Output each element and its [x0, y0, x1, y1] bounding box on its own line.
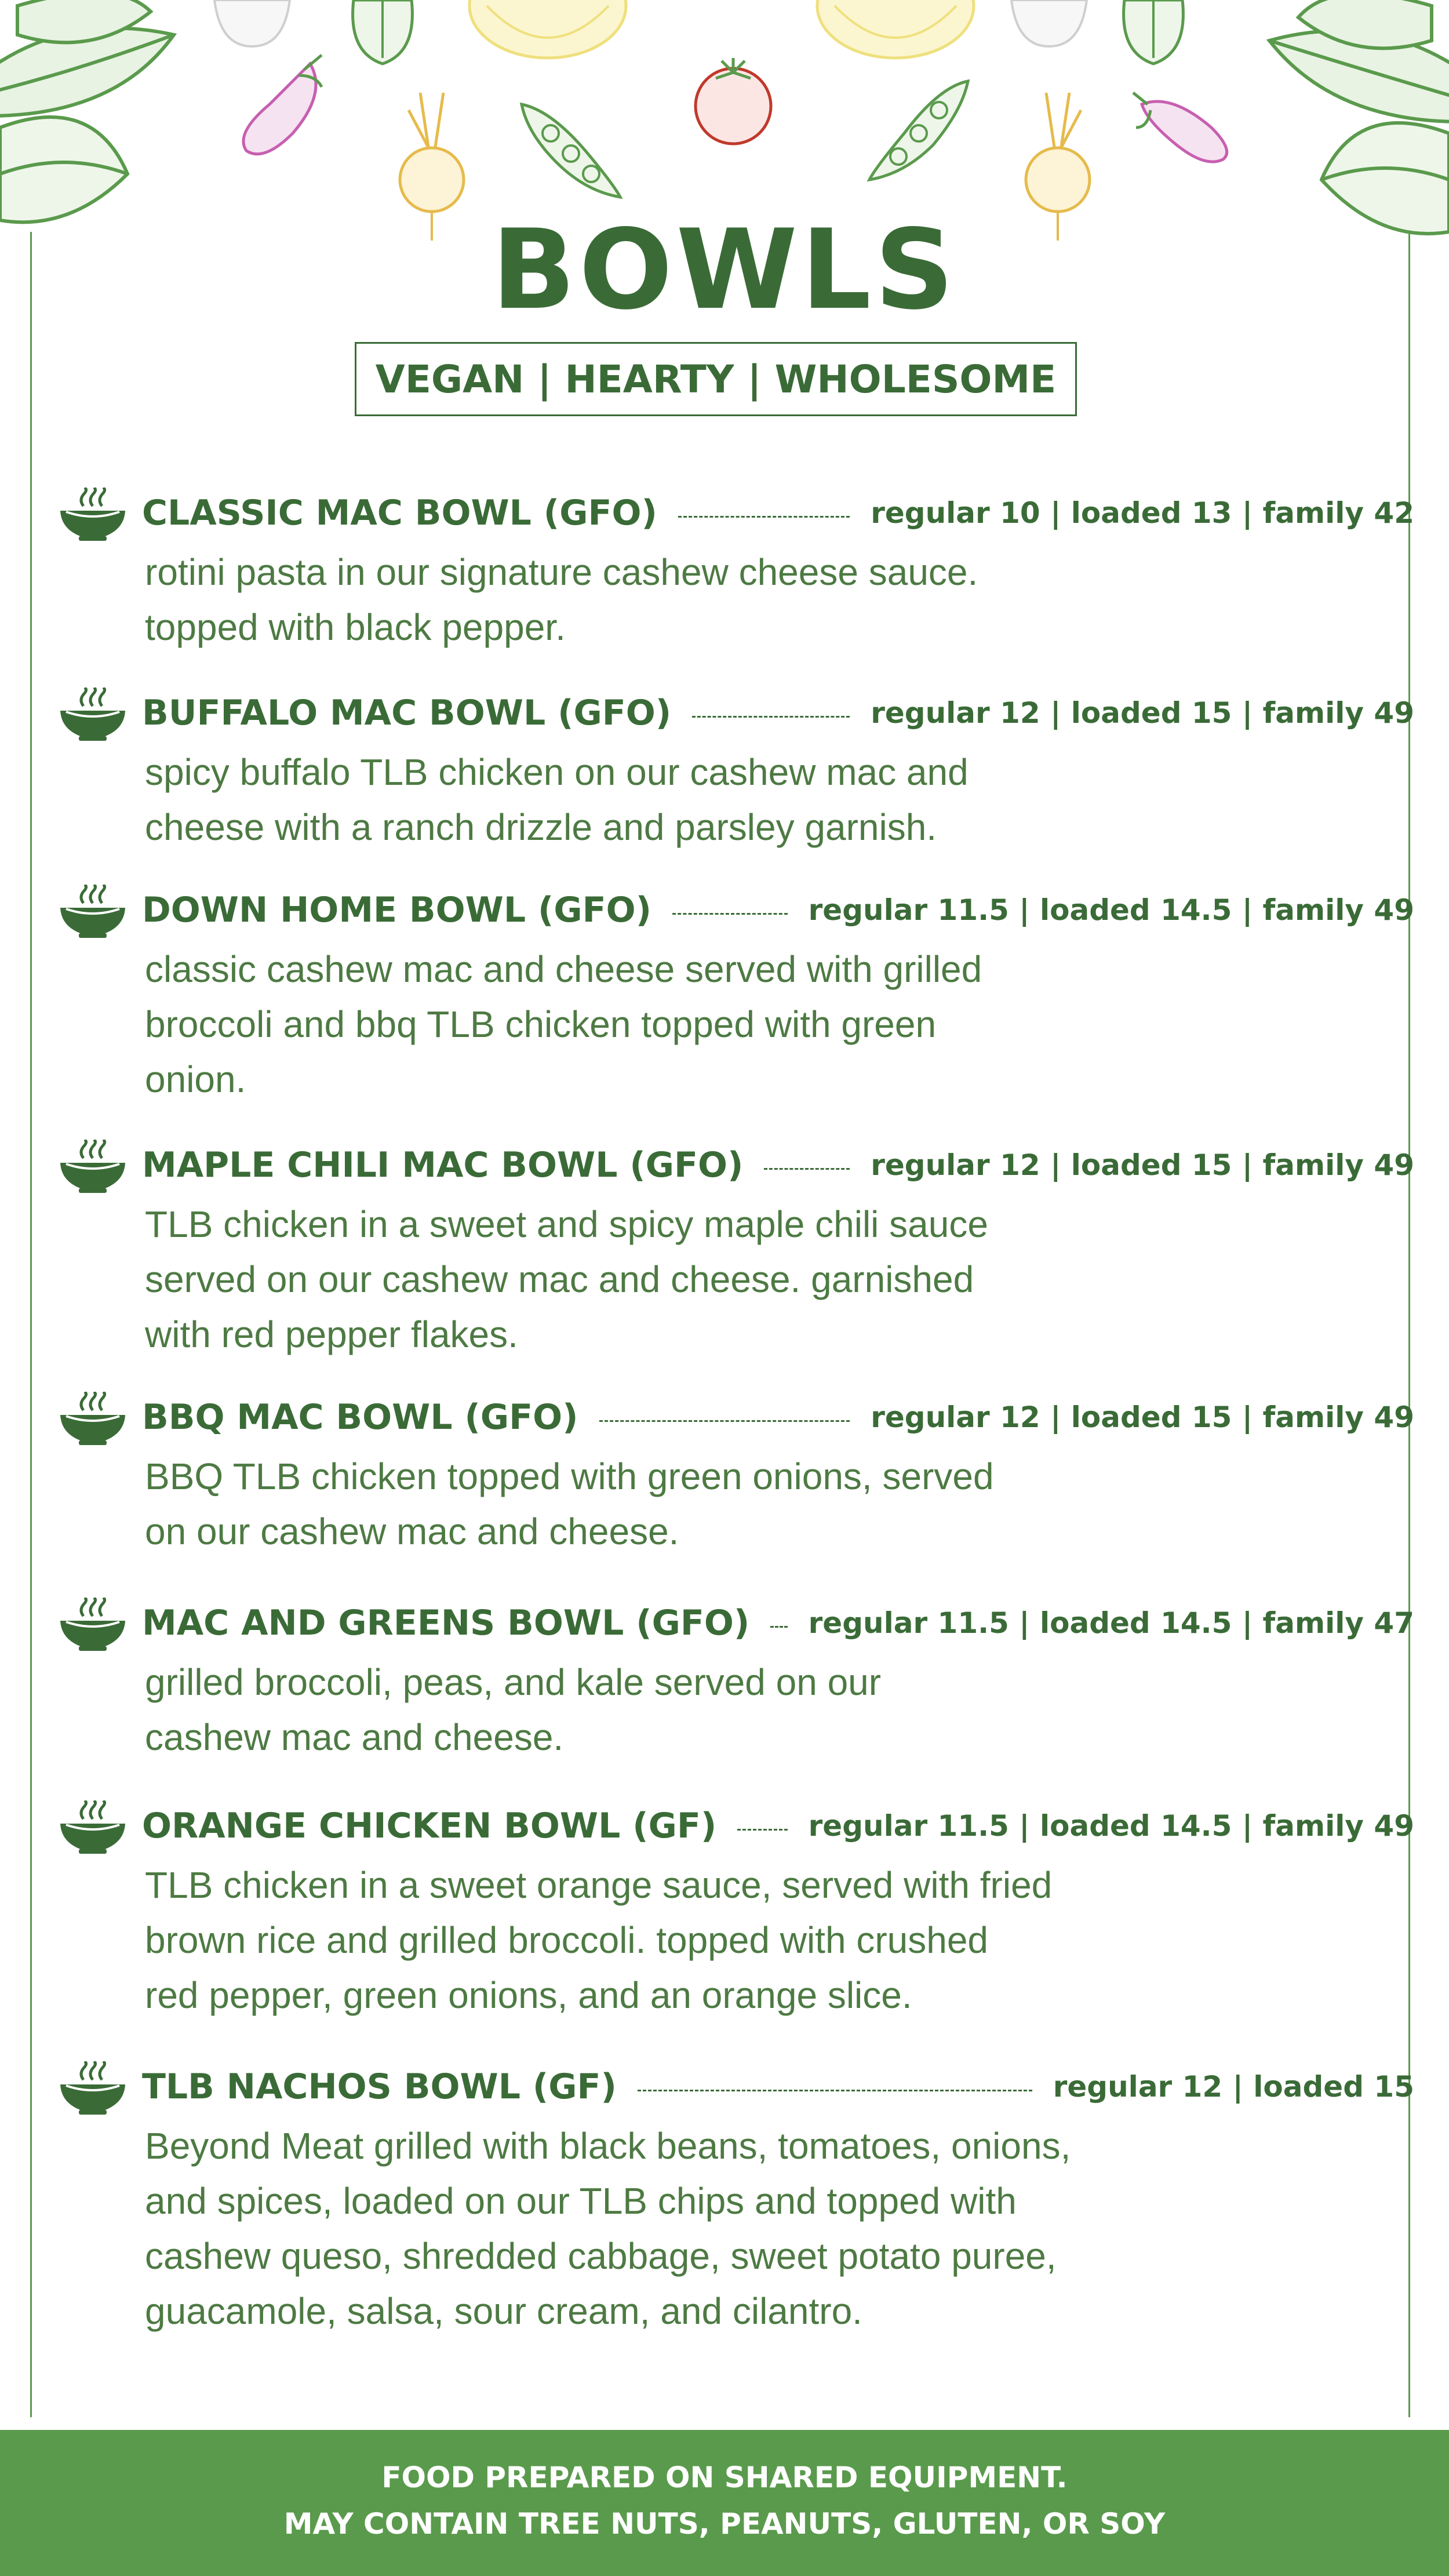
description-line: with red pepper flakes.: [145, 1314, 518, 1355]
eggplant-icon: [235, 52, 333, 162]
dotted-leader: [638, 2090, 1032, 2091]
menu-item: [58, 1388, 1414, 1551]
item-header: [142, 484, 1414, 542]
description-line: rotini pasta in our signature cashew cheese sauce.: [145, 551, 978, 593]
item-description: [145, 1655, 1246, 1765]
item-name: BUFFALO MAC BOWL (GFO): [142, 693, 672, 733]
item-name: MAC AND GREENS BOWL (GFO): [142, 1603, 750, 1643]
menu-item: [58, 684, 1414, 846]
garlic-icon: [209, 0, 296, 52]
item-description: [145, 1449, 1246, 1559]
tomato-icon: [687, 55, 780, 148]
item-description: [145, 745, 1246, 855]
item-header: [142, 1594, 1414, 1652]
item-name: MAPLE CHILI MAC BOWL (GFO): [142, 1145, 744, 1185]
allergen-footer: [0, 2430, 1449, 2576]
menu-item: [58, 1594, 1414, 1756]
cabbage-icon: [464, 0, 632, 64]
menu-item: [58, 1797, 1414, 2017]
item-header: [142, 684, 1414, 742]
item-description: [145, 2119, 1246, 2339]
description-line: grilled broccoli, peas, and kale served on our: [145, 1661, 882, 1703]
bowl-icon: [58, 1140, 128, 1195]
cabbage-icon: [811, 0, 980, 64]
description-line: spicy buffalo TLB chicken on our cashew mac and: [145, 751, 969, 793]
item-price: regular 11.5 | loaded 14.5 | family 49: [808, 1809, 1414, 1843]
item-name: BBQ MAC BOWL (GFO): [142, 1397, 578, 1438]
description-line: topped with black pepper.: [145, 606, 566, 648]
menu-item: [58, 881, 1414, 1101]
description-line: BBQ TLB chicken topped with green onions, served: [145, 1456, 994, 1497]
bowl-icon: [58, 1800, 128, 1855]
dotted-leader: [678, 516, 850, 518]
description-line: TLB chicken in a sweet orange sauce, served with fried: [145, 1864, 1053, 1906]
pea-pod-icon: [864, 75, 974, 185]
description-line: on our cashew mac and cheese.: [145, 1511, 679, 1552]
description-line: classic cashew mac and cheese served with grilled: [145, 948, 982, 990]
dotted-leader: [770, 1626, 787, 1628]
item-name: TLB NACHOS BOWL (GF): [142, 2066, 617, 2107]
dotted-leader: [737, 1829, 787, 1831]
bowl-icon: [58, 687, 128, 743]
bowl-icon: [58, 885, 128, 940]
item-price: regular 11.5 | loaded 14.5 | family 49: [808, 893, 1414, 927]
description-line: cheese with a ranch drizzle and parsley garnish.: [145, 806, 937, 848]
item-price: regular 12 | loaded 15 | family 49: [871, 1148, 1414, 1182]
item-header: [142, 881, 1414, 939]
footer-line: FOOD PREPARED ON SHARED EQUIPMENT.: [381, 2461, 1068, 2494]
description-line: cashew mac and cheese.: [145, 1716, 564, 1758]
item-price: regular 12 | loaded 15 | family 49: [871, 696, 1414, 730]
dotted-leader: [672, 913, 788, 915]
menu-item: [58, 484, 1414, 646]
pepper-icon: [342, 0, 423, 70]
bowl-icon: [58, 1392, 128, 1447]
item-header: [142, 1136, 1414, 1194]
item-description: [145, 942, 1246, 1107]
bowl-icon: [58, 1598, 128, 1653]
item-price: regular 11.5 | loaded 14.5 | family 47: [808, 1606, 1414, 1640]
tagline: VEGAN | HEARTY | WHOLESOME: [375, 356, 1057, 402]
item-header: [142, 1797, 1414, 1855]
menu-item: [58, 2058, 1414, 2336]
description-line: onion.: [145, 1058, 246, 1100]
dotted-leader: [692, 716, 850, 718]
description-line: brown rice and grilled broccoli. topped with crushed: [145, 1919, 988, 1961]
tagline-box: [355, 342, 1077, 416]
item-name: DOWN HOME BOWL (GFO): [142, 890, 652, 930]
left-border-line: [30, 232, 32, 2417]
eggplant-icon: [1130, 87, 1240, 168]
pepper-icon: [1113, 0, 1194, 70]
item-price: regular 12 | loaded 15 | family 49: [871, 1400, 1414, 1434]
page-title: BOWLS: [492, 206, 957, 334]
dotted-leader: [599, 1420, 850, 1422]
garlic-icon: [1006, 0, 1093, 52]
item-header: [142, 2058, 1414, 2116]
item-header: [142, 1388, 1414, 1446]
bowl-icon: [58, 2061, 128, 2116]
description-line: TLB chicken in a sweet and spicy maple chili sauce: [145, 1203, 988, 1245]
footer-line: MAY CONTAIN TREE NUTS, PEANUTS, GLUTEN, OR SOY: [283, 2507, 1166, 2541]
description-line: and spices, loaded on our TLB chips and topped with: [145, 2180, 1017, 2222]
item-name: CLASSIC MAC BOWL (GFO): [142, 493, 657, 533]
menu-item: [58, 1136, 1414, 1356]
item-name: ORANGE CHICKEN BOWL (GF): [142, 1806, 717, 1846]
description-line: broccoli and bbq TLB chicken topped with green: [145, 1003, 937, 1045]
item-description: [145, 1197, 1246, 1362]
item-price: regular 10 | loaded 13 | family 42: [871, 496, 1414, 530]
item-price: regular 12 | loaded 15: [1053, 2070, 1414, 2104]
description-line: red pepper, green onions, and an orange slice.: [145, 1974, 912, 2016]
dotted-leader: [764, 1168, 850, 1170]
description-line: served on our cashew mac and cheese. garnished: [145, 1258, 974, 1300]
description-line: guacamole, salsa, sour cream, and cilantro.: [145, 2290, 862, 2332]
pea-pod-icon: [516, 99, 626, 203]
item-description: [145, 1858, 1246, 2023]
item-description: [145, 545, 1246, 655]
description-line: Beyond Meat grilled with black beans, tomatoes, onions,: [145, 2125, 1071, 2167]
description-line: cashew queso, shredded cabbage, sweet potato puree,: [145, 2235, 1057, 2277]
bowl-icon: [58, 487, 128, 543]
